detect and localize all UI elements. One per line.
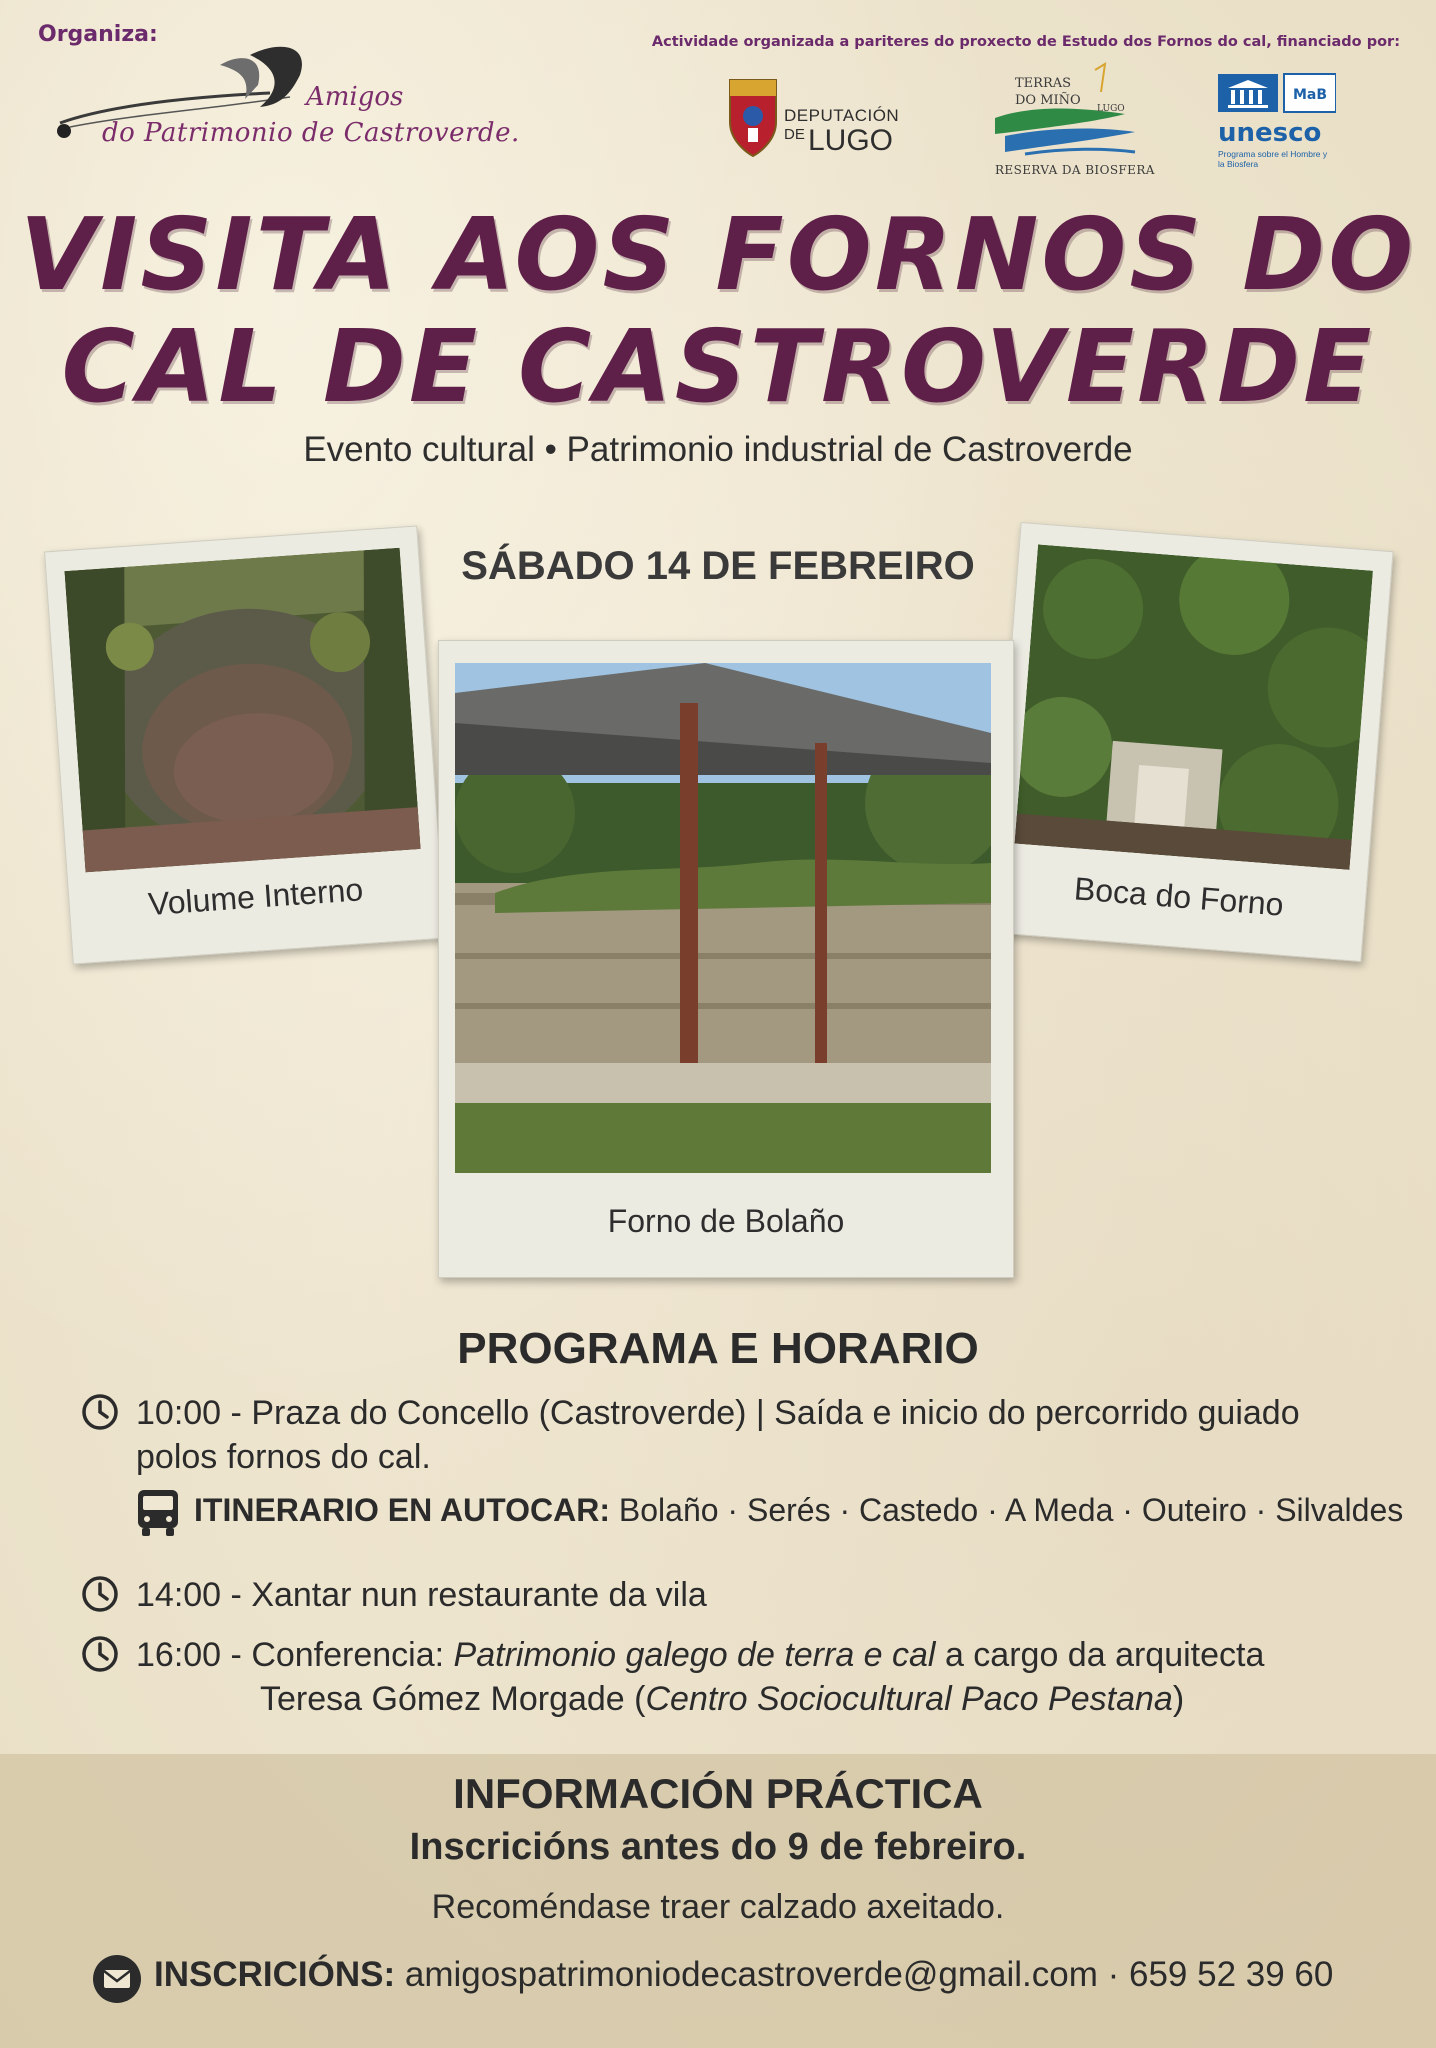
item1-time: 10:00 - <box>136 1394 252 1432</box>
terras-line3: LUGO <box>1097 104 1125 114</box>
subtitle: Evento cultural • Patrimonio industrial de Castroverde <box>303 430 1133 469</box>
photo-card-volume-interno <box>44 525 446 964</box>
terras-line1: TERRAS <box>1015 76 1072 91</box>
programa-item-3-speaker <box>260 1677 1184 1721</box>
caption-forno-de-bolano: Forno de Bolaño <box>607 1203 845 1239</box>
item3-pre: Conferencia: <box>251 1636 454 1674</box>
deputacion-line2a: DE <box>784 126 805 143</box>
deputacion-line2b: LUGO <box>808 124 894 157</box>
terras-line4: RESERVA DA BIOSFERA <box>995 163 1155 177</box>
programa-title: PROGRAMA E HORARIO <box>457 1324 979 1373</box>
clock-icon <box>80 1634 120 1674</box>
photo-volume-interno <box>64 548 420 873</box>
programa-item-1 <box>136 1391 1376 1479</box>
itinerary-stops: Bolaño · Serés · Castedo · A Meda · Outeiro · Silvaldes <box>610 1492 1404 1528</box>
item3-venue: Centro Sociocultural Paco Pestana <box>645 1680 1173 1718</box>
info-deadline: Inscricións antes do 9 de febreiro. <box>409 1826 1027 1868</box>
item3-close: ) <box>1172 1680 1185 1718</box>
caption-volume-interno: Volume Interno <box>146 871 365 923</box>
contact-value[interactable]: amigospatrimoniodecastroverde@gmail.com · 659 52 39 60 <box>395 1955 1334 1994</box>
title-line1: VISITA AOS FORNOS DO <box>19 196 1417 313</box>
programa-item-2 <box>136 1573 707 1617</box>
item1-text: Praza do Concello (Castroverde) | Saída e inicio do percorrido guiado polos fornos do cal. <box>136 1394 1300 1476</box>
terras-line2: DO MIÑO <box>1015 93 1081 108</box>
item3-time: 16:00 - <box>136 1636 252 1674</box>
item2-text: Xantar nun restaurante da vila <box>251 1576 707 1614</box>
contact-label: INSCRICIÓNS: <box>154 1955 396 1994</box>
info-shoes: Recoméndase traer calzado axeitado. <box>431 1888 1005 1926</box>
unesco-subtitle: Programa sobre el Hombre y la Biosfera <box>1218 149 1328 169</box>
caption-boca-do-forno: Boca do Forno <box>1072 870 1285 923</box>
info-title: INFORMACIÓN PRÁCTICA <box>453 1770 983 1817</box>
itinerary <box>194 1488 1403 1532</box>
contact-line <box>154 1955 1333 1995</box>
mab-text: MaB <box>1292 87 1328 103</box>
item2-time: 14:00 - <box>136 1576 252 1614</box>
event-date: SÁBADO 14 DE FEBREIRO <box>461 544 975 588</box>
deputacion-line1: DEPUTACIÓN <box>784 106 900 125</box>
organiza-label: Organiza: <box>38 22 158 47</box>
item3-talk: Patrimonio galego de terra e cal <box>453 1636 936 1674</box>
item3-speaker: Teresa Gómez Morgade ( <box>260 1680 646 1718</box>
item3-post: a cargo da arquitecta <box>935 1636 1265 1674</box>
clock-icon <box>80 1574 120 1614</box>
photo-boca-do-forno <box>1014 544 1373 869</box>
funding-text: Actividade organizada a pariteres do proxecto de Estudo dos Fornos do cal, financiado por: <box>651 34 1400 50</box>
organizer-name-line1: Amigos <box>306 82 404 112</box>
photo-card-boca-do-forno <box>988 522 1393 962</box>
mail-icon <box>92 1954 142 2004</box>
title-line2: CAL DE CASTROVERDE <box>61 308 1375 425</box>
photo-forno-de-bolano <box>455 663 991 1173</box>
clock-icon <box>80 1392 120 1432</box>
itinerary-label: ITINERARIO EN AUTOCAR: <box>194 1492 610 1528</box>
bus-icon <box>134 1486 182 1538</box>
organizer-name-line2: do Patrimonio de Castroverde. <box>102 118 520 148</box>
unesco-logo <box>1218 72 1336 114</box>
photo-card-forno-de-bolano <box>438 640 1014 1278</box>
programa-item-3 <box>136 1633 1264 1677</box>
unesco-word: unesco <box>1218 118 1322 148</box>
